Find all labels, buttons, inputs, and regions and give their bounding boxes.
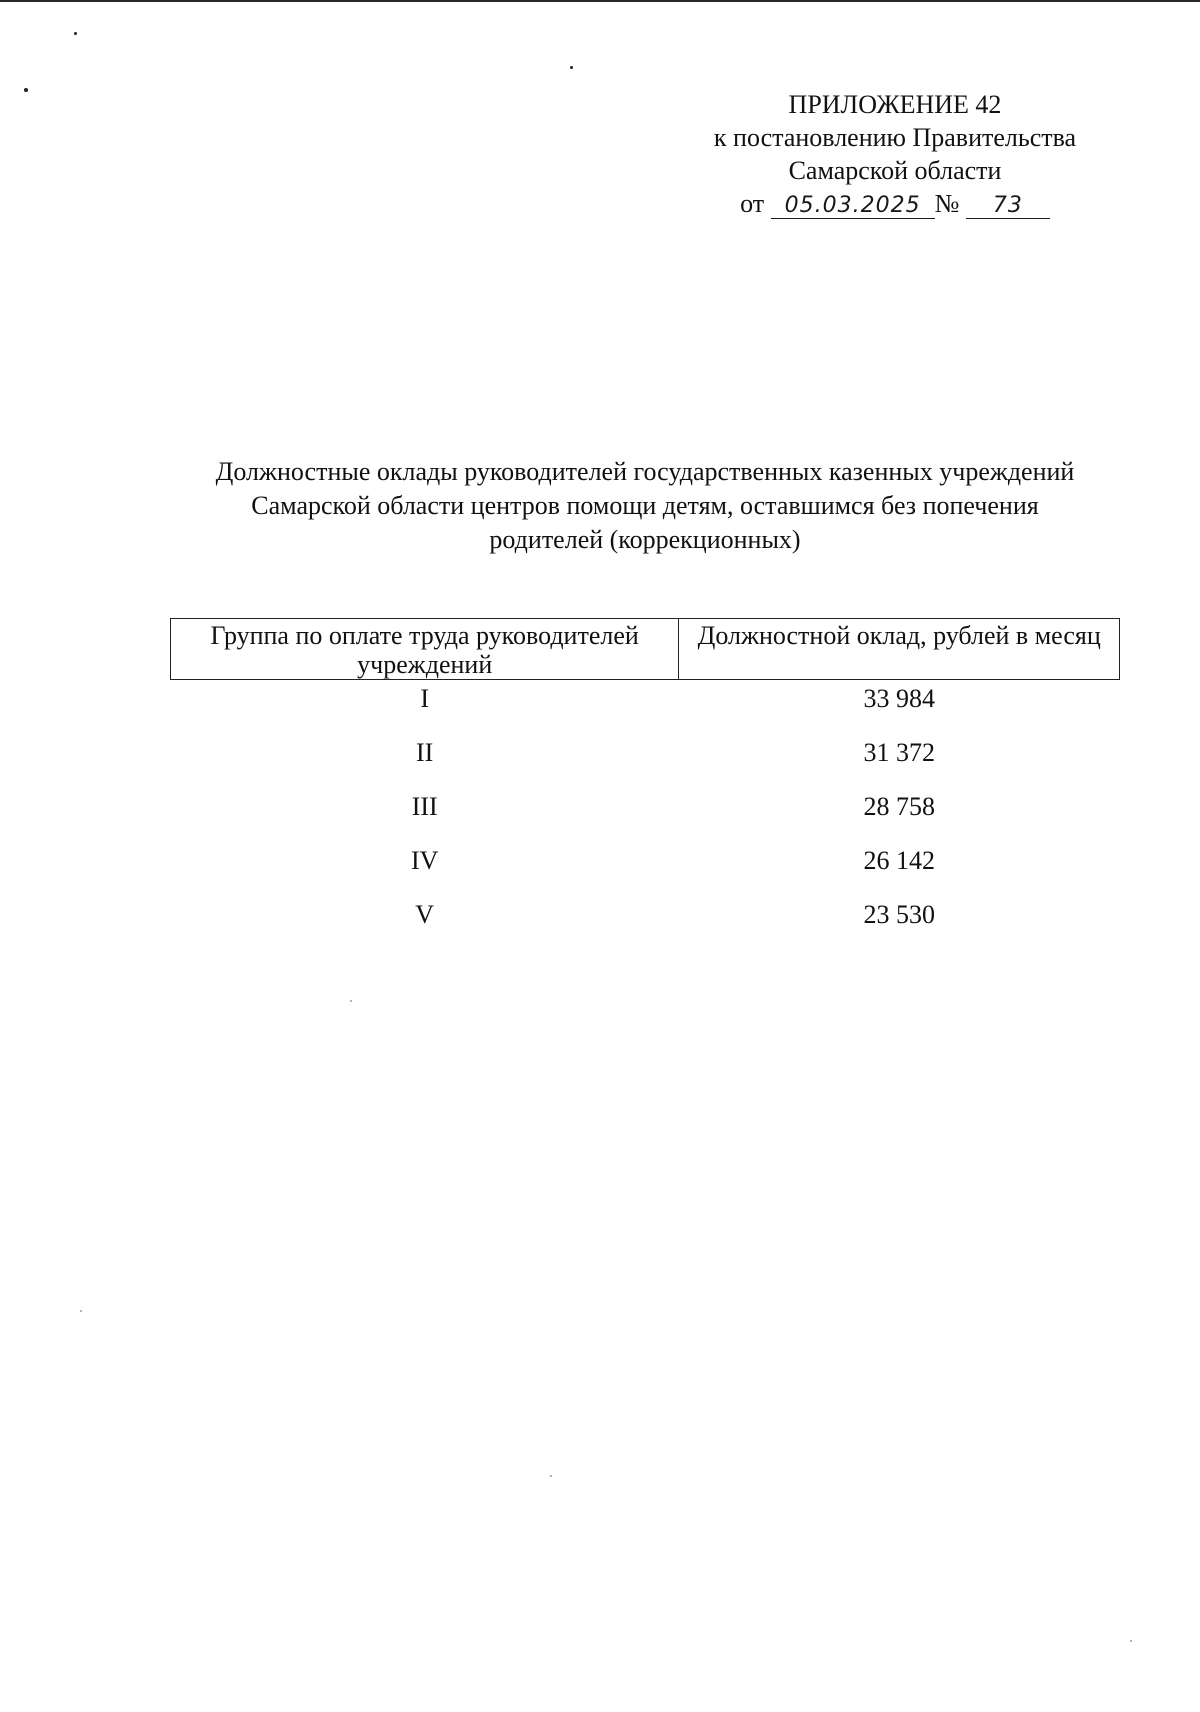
header-salary: Должностной оклад, рублей в месяц xyxy=(679,619,1120,680)
scan-speck xyxy=(80,1310,82,1312)
title-line-1: Должностные оклады руководителей государственных казенных учреждений xyxy=(215,457,1075,486)
document-title xyxy=(150,455,1140,557)
table-row xyxy=(171,841,1120,895)
salary-cell: 28 758 xyxy=(863,792,935,821)
number-sign: № xyxy=(934,189,960,218)
salary-cell: 26 142 xyxy=(863,846,935,875)
group-cell: I xyxy=(420,684,430,713)
group-cell: II xyxy=(416,738,434,767)
group-cell: V xyxy=(415,900,435,929)
date-prefix: от xyxy=(740,189,765,218)
scan-speck xyxy=(570,66,573,69)
salary-table xyxy=(170,618,1120,949)
title-line-3: родителей (коррекционных) xyxy=(489,525,801,554)
appendix-title: ПРИЛОЖЕНИЕ 42 xyxy=(788,90,1002,119)
scan-speck xyxy=(350,1000,352,1002)
table-row xyxy=(171,680,1120,734)
handwritten-date: 05.03.2025 xyxy=(771,194,935,219)
scan-edge-line xyxy=(0,0,1200,2)
appendix-date-line xyxy=(660,187,1130,220)
table-row xyxy=(171,733,1120,787)
scan-speck xyxy=(24,88,28,92)
group-cell: IV xyxy=(410,846,439,875)
appendix-resolution-line: к постановлению Правительства xyxy=(713,123,1077,152)
scan-speck xyxy=(74,32,77,35)
scan-speck xyxy=(550,1475,552,1477)
title-line-2: Самарской области центров помощи детям, оставшимся без попечения xyxy=(251,491,1039,520)
table-row xyxy=(171,787,1120,841)
table-header-row xyxy=(171,619,1120,680)
scan-speck xyxy=(1130,1640,1132,1642)
handwritten-number: 73 xyxy=(966,194,1050,219)
appendix-block xyxy=(660,88,1130,220)
appendix-region-line: Самарской области xyxy=(788,156,1002,185)
salary-cell: 23 530 xyxy=(863,900,935,929)
group-cell: III xyxy=(411,792,438,821)
salary-cell: 33 984 xyxy=(863,684,935,713)
salary-cell: 31 372 xyxy=(863,738,935,767)
header-group: Группа по оплате труда руководителей учреждений xyxy=(171,619,679,680)
table-row xyxy=(171,895,1120,949)
